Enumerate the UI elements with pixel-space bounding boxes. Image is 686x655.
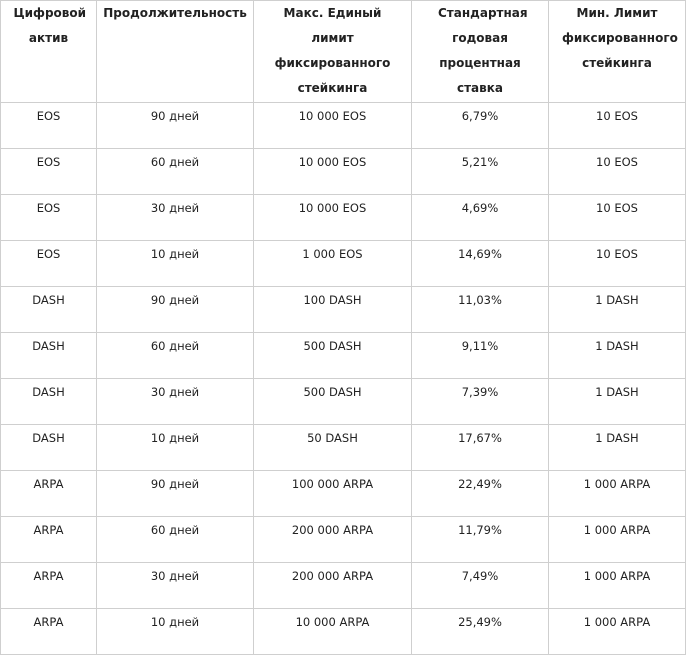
table-row bbox=[1, 609, 686, 655]
cell-duration: 60 дней bbox=[97, 517, 254, 563]
table-row bbox=[1, 103, 686, 149]
table-row bbox=[1, 149, 686, 195]
cell-max-limit: 100 DASH bbox=[254, 287, 412, 333]
table-row bbox=[1, 517, 686, 563]
cell-min-limit: 1 DASH bbox=[549, 379, 686, 425]
cell-duration: 30 дней bbox=[97, 195, 254, 241]
table-row bbox=[1, 241, 686, 287]
cell-duration: 10 дней bbox=[97, 425, 254, 471]
cell-min-limit: 1 DASH bbox=[549, 333, 686, 379]
cell-annual-rate: 6,79% bbox=[412, 103, 549, 149]
table-row bbox=[1, 471, 686, 517]
cell-max-limit: 10 000 EOS bbox=[254, 195, 412, 241]
cell-max-limit: 50 DASH bbox=[254, 425, 412, 471]
cell-duration: 90 дней bbox=[97, 103, 254, 149]
cell-asset: EOS bbox=[1, 103, 97, 149]
cell-max-limit: 200 000 ARPA bbox=[254, 517, 412, 563]
cell-annual-rate: 11,79% bbox=[412, 517, 549, 563]
cell-max-limit: 1 000 EOS bbox=[254, 241, 412, 287]
cell-max-limit: 10 000 EOS bbox=[254, 103, 412, 149]
cell-asset: ARPA bbox=[1, 563, 97, 609]
cell-asset: ARPA bbox=[1, 517, 97, 563]
header-asset-label: Цифровой актив bbox=[13, 6, 87, 45]
cell-asset: ARPA bbox=[1, 471, 97, 517]
cell-annual-rate: 4,69% bbox=[412, 195, 549, 241]
cell-min-limit: 10 EOS bbox=[549, 149, 686, 195]
cell-min-limit: 1 DASH bbox=[549, 425, 686, 471]
table-row bbox=[1, 195, 686, 241]
cell-duration: 30 дней bbox=[97, 379, 254, 425]
cell-max-limit: 10 000 ARPA bbox=[254, 609, 412, 655]
cell-annual-rate: 11,03% bbox=[412, 287, 549, 333]
cell-annual-rate: 7,49% bbox=[412, 563, 549, 609]
cell-duration: 10 дней bbox=[97, 241, 254, 287]
cell-asset: DASH bbox=[1, 287, 97, 333]
cell-annual-rate: 17,67% bbox=[412, 425, 549, 471]
cell-min-limit: 1 000 ARPA bbox=[549, 563, 686, 609]
cell-min-limit: 10 EOS bbox=[549, 103, 686, 149]
cell-asset: ARPA bbox=[1, 609, 97, 655]
cell-max-limit: 200 000 ARPA bbox=[254, 563, 412, 609]
cell-min-limit: 10 EOS bbox=[549, 241, 686, 287]
cell-asset: EOS bbox=[1, 241, 97, 287]
cell-annual-rate: 7,39% bbox=[412, 379, 549, 425]
cell-max-limit: 500 DASH bbox=[254, 333, 412, 379]
cell-duration: 60 дней bbox=[97, 149, 254, 195]
table-row bbox=[1, 379, 686, 425]
cell-asset: EOS bbox=[1, 195, 97, 241]
cell-min-limit: 1 DASH bbox=[549, 287, 686, 333]
header-annual-rate-label: Стандартная годовая процентная ставка bbox=[438, 6, 528, 95]
header-min-limit bbox=[549, 1, 686, 103]
cell-asset: DASH bbox=[1, 333, 97, 379]
cell-asset: EOS bbox=[1, 149, 97, 195]
cell-min-limit: 1 000 ARPA bbox=[549, 471, 686, 517]
cell-annual-rate: 22,49% bbox=[412, 471, 549, 517]
header-duration bbox=[97, 1, 254, 103]
cell-duration: 90 дней bbox=[97, 287, 254, 333]
table-row bbox=[1, 287, 686, 333]
header-min-limit-label: Мин. Лимит фиксированного стейкинга bbox=[562, 6, 678, 70]
cell-duration: 90 дней bbox=[97, 471, 254, 517]
cell-duration: 30 дней bbox=[97, 563, 254, 609]
table-row bbox=[1, 563, 686, 609]
header-max-limit-label: Макс. Единый лимит фиксированного стейкинга bbox=[274, 6, 391, 95]
header-row bbox=[1, 1, 686, 103]
cell-asset: DASH bbox=[1, 425, 97, 471]
cell-max-limit: 100 000 ARPA bbox=[254, 471, 412, 517]
cell-min-limit: 1 000 ARPA bbox=[549, 517, 686, 563]
cell-min-limit: 1 000 ARPA bbox=[549, 609, 686, 655]
cell-min-limit: 10 EOS bbox=[549, 195, 686, 241]
table-row bbox=[1, 425, 686, 471]
cell-annual-rate: 25,49% bbox=[412, 609, 549, 655]
table-body bbox=[1, 103, 686, 655]
header-duration-label: Продолжительность bbox=[103, 6, 247, 20]
header-max-limit bbox=[254, 1, 412, 103]
cell-duration: 60 дней bbox=[97, 333, 254, 379]
cell-asset: DASH bbox=[1, 379, 97, 425]
cell-max-limit: 500 DASH bbox=[254, 379, 412, 425]
cell-annual-rate: 9,11% bbox=[412, 333, 549, 379]
table-row bbox=[1, 333, 686, 379]
cell-duration: 10 дней bbox=[97, 609, 254, 655]
header-asset bbox=[1, 1, 97, 103]
header-annual-rate bbox=[412, 1, 549, 103]
cell-annual-rate: 5,21% bbox=[412, 149, 549, 195]
cell-max-limit: 10 000 EOS bbox=[254, 149, 412, 195]
table-header bbox=[1, 1, 686, 103]
cell-annual-rate: 14,69% bbox=[412, 241, 549, 287]
